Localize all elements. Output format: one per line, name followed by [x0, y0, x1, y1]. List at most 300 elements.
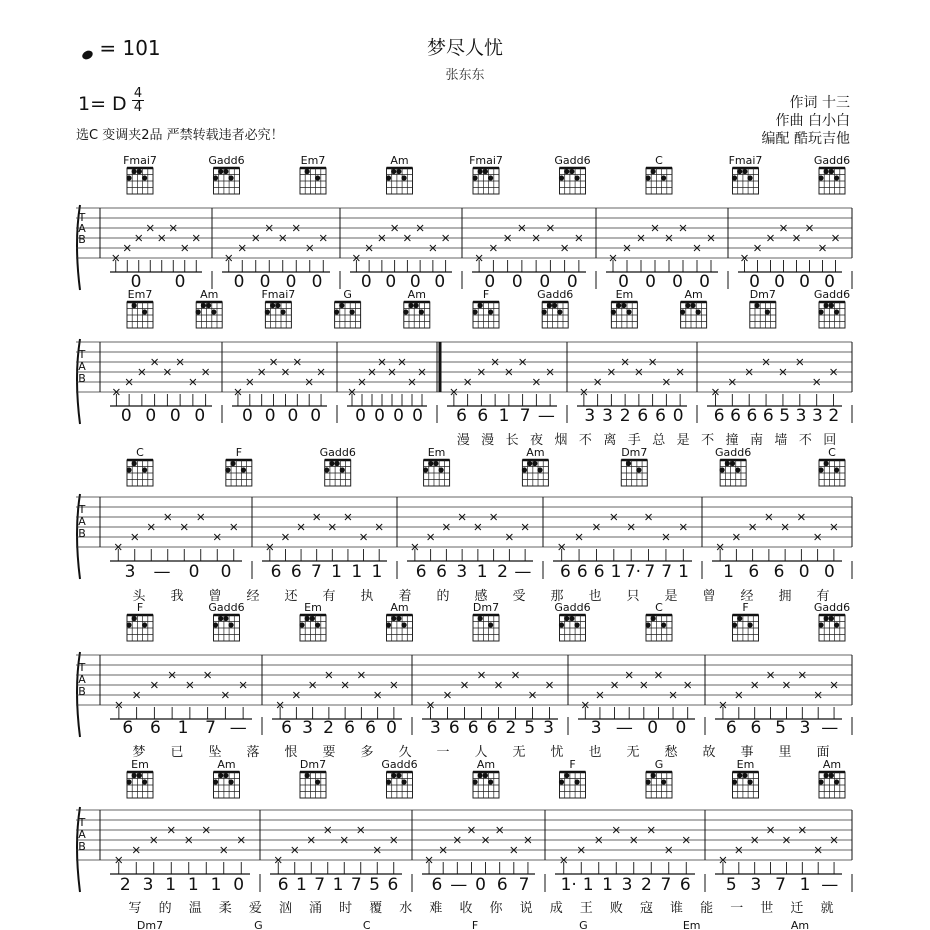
chord-dot: [402, 779, 407, 784]
chord-dot: [223, 773, 228, 778]
jianpu-note: 6: [560, 562, 571, 582]
jianpu-note: 0: [233, 875, 245, 895]
chord-diagram: [645, 168, 672, 194]
jianpu-note: 3: [430, 718, 441, 738]
chord-dot: [439, 467, 444, 472]
lyric-syllable: 你: [489, 901, 503, 916]
jianpu-note: 0: [798, 562, 810, 582]
chord-dot: [824, 773, 829, 778]
jianpu-note: 0: [130, 272, 142, 292]
jianpu-note: 3: [590, 718, 602, 738]
chord-diagram: [386, 168, 413, 194]
chord-diagram: [818, 460, 845, 486]
chord-dot: [824, 303, 829, 308]
lyric-syllable: 也: [588, 745, 602, 760]
chord-dot: [559, 175, 564, 180]
jianpu-note: 6: [496, 875, 508, 895]
lyric-syllable: 落: [246, 745, 260, 760]
jianpu-note: 1: [723, 562, 735, 582]
chord-dot: [403, 309, 408, 314]
chord-dot: [488, 622, 493, 627]
lyric-syllable: 曾: [208, 589, 222, 604]
chord-dot: [280, 309, 285, 314]
jianpu-note: 0: [412, 406, 423, 426]
chord-diagram: [559, 615, 586, 641]
lyric-syllable: 谁: [670, 901, 684, 916]
jianpu-note: 0: [675, 718, 687, 738]
chord-dot: [661, 175, 666, 180]
chord-dot: [433, 461, 438, 466]
lyric-syllable: 经: [740, 589, 754, 604]
chord-dot: [213, 175, 218, 180]
jianpu-note: 2: [828, 406, 840, 426]
next-chord-name: G: [254, 919, 263, 930]
lyric-syllable: 人: [474, 745, 488, 760]
chord-dot: [396, 773, 401, 778]
chord-dot: [315, 175, 320, 180]
lyric-syllable: 的: [158, 901, 172, 916]
chord-dot: [824, 461, 829, 466]
jianpu-note: 1: [165, 875, 177, 895]
chord-name: Am: [822, 758, 842, 771]
chord-diagram: [472, 302, 499, 328]
tab-clef-t: T: [78, 348, 86, 361]
chord-dot: [661, 622, 666, 627]
chord-name: Em7: [127, 288, 153, 301]
jianpu-note: 6: [713, 406, 725, 426]
jianpu-note: 6: [387, 875, 399, 895]
chord-name: C: [136, 446, 144, 459]
chord-dot: [315, 779, 320, 784]
jianpu-note: 1: [476, 562, 488, 582]
jianpu-note: 0: [194, 406, 206, 426]
jianpu-note: 1: [678, 562, 689, 582]
chord-name: Gadd6: [208, 601, 245, 614]
chord-dot: [339, 303, 344, 308]
chord-name: Gadd6: [537, 288, 574, 301]
chord-name: Fmai7: [123, 154, 157, 167]
chord-dot: [223, 616, 228, 621]
chord-diagram: [818, 302, 845, 328]
lyric-syllable: 里: [778, 745, 792, 760]
jianpu-note: 6: [281, 718, 292, 738]
lyric-syllable: 那: [550, 589, 564, 604]
lyric-syllable: 王: [579, 901, 593, 916]
lyric-syllable: 已: [170, 745, 184, 760]
tempo-value: = 101: [99, 36, 161, 60]
lyric-syllable: 的: [436, 589, 450, 604]
chord-dot: [132, 303, 137, 308]
jianpu-note: 6: [748, 562, 760, 582]
jianpu-note: 0: [310, 406, 322, 426]
chord-name: F: [569, 758, 576, 771]
chord-dot: [132, 169, 137, 174]
jianpu-note: 2: [641, 875, 652, 895]
chord-dot: [386, 175, 391, 180]
chord-dot: [126, 779, 131, 784]
chord-dot: [334, 309, 339, 314]
chord-name: Gadd6: [715, 446, 752, 459]
chord-diagram: [559, 168, 586, 194]
chord-dot: [732, 175, 737, 180]
jianpu-note: 0: [672, 406, 684, 426]
chord-dot: [230, 461, 235, 466]
chord-name: Am: [390, 154, 409, 167]
chord-dot: [324, 467, 329, 472]
lyric-syllable: 无: [512, 745, 526, 760]
lyric-syllable: 久: [398, 745, 412, 760]
lyric-syllable: 还: [284, 589, 298, 604]
jianpu-note: 1: [498, 406, 510, 426]
chord-dot: [478, 616, 483, 621]
lyric-syllable: 败: [609, 901, 623, 916]
chord-diagram: [472, 772, 499, 798]
lyric-syllable: 是: [664, 589, 678, 604]
tab-clef-a: A: [78, 222, 86, 235]
chord-name: Am: [684, 288, 703, 301]
capo-note: 选C 变调夹2品 严禁转载违者必究！: [76, 128, 284, 143]
lyric-syllable: 执: [360, 589, 374, 604]
jianpu-note: 0: [188, 562, 200, 582]
tab-clef-b: B: [78, 233, 86, 246]
chord-diagram: [611, 302, 638, 328]
chord-dot: [557, 309, 562, 314]
chord-diagram: [522, 460, 549, 486]
chord-dot: [527, 461, 532, 466]
next-chord-name: G: [579, 919, 588, 930]
jianpu-note: 3: [302, 718, 313, 738]
chord-name: C: [655, 154, 663, 167]
jianpu-note: 3: [795, 406, 807, 426]
chord-dot: [213, 779, 218, 784]
chord-dot: [218, 616, 223, 621]
chord-dot: [391, 773, 396, 778]
chord-dot: [818, 175, 823, 180]
lyric-syllable: 曾: [702, 589, 716, 604]
chord-name: Am: [476, 758, 496, 771]
jianpu-note: 6: [270, 562, 282, 582]
lyric-syllable: 水: [399, 901, 413, 916]
jianpu-note: 7: [350, 875, 362, 895]
lyric-syllable: 受: [512, 589, 526, 604]
next-chord-name: Dm7: [136, 919, 164, 930]
chord-dot: [754, 303, 759, 308]
chord-diagram: [621, 460, 647, 486]
chord-diagram: [732, 615, 759, 641]
chord-name: Am: [217, 758, 236, 771]
lyric-syllable: 成: [549, 901, 563, 916]
jianpu-note: 0: [393, 406, 404, 426]
jianpu-note: 6: [448, 718, 460, 738]
arranger-credit: 编配 酷玩吉他: [761, 131, 850, 147]
composer-credit: 作曲 白小白: [775, 113, 850, 129]
chord-dot: [651, 616, 656, 621]
chord-diagram: [300, 772, 326, 798]
lyric-syllable: 说: [519, 901, 533, 916]
chord-dot: [824, 169, 829, 174]
chord-dot: [575, 622, 580, 627]
jianpu-note: 0: [618, 272, 629, 292]
chord-name: Fmai7: [469, 154, 503, 167]
chord-diagram: [423, 460, 450, 486]
lyric-syllable: 感: [474, 589, 488, 604]
jianpu-note: 2: [497, 562, 508, 582]
lyric-syllable: 拥: [778, 589, 792, 604]
chord-dot: [229, 175, 234, 180]
jianpu-note: 0: [566, 272, 578, 292]
chord-diagram: [324, 460, 351, 486]
chord-dot: [305, 616, 310, 621]
lyric-syllable: 回: [823, 433, 837, 448]
chord-dot: [537, 467, 542, 472]
chord-name: Am: [526, 446, 545, 459]
jianpu-note: 0: [799, 272, 810, 292]
tab-clef-b: B: [78, 372, 86, 385]
jianpu-note: 6: [637, 406, 649, 426]
chord-dot: [725, 461, 730, 466]
jianpu-note: 0: [484, 272, 496, 292]
chord-name: G: [654, 758, 664, 771]
chord-diagram: [334, 302, 361, 328]
lyric-syllable: 时: [339, 901, 353, 916]
jianpu-note: 7: [314, 875, 326, 895]
chord-dot: [611, 309, 616, 314]
lyric-syllable: 撞: [725, 433, 739, 448]
next-chord-name: C: [362, 919, 371, 930]
chord-dot: [564, 169, 569, 174]
chord-diagram: [126, 460, 153, 486]
lyric-syllable: 是: [676, 433, 690, 448]
chord-dot: [829, 616, 834, 621]
lyric-syllable: 我: [170, 589, 184, 604]
jianpu-note: 0: [749, 272, 760, 292]
chord-dot: [423, 467, 428, 472]
jianpu-note: —: [821, 718, 839, 738]
jianpu-note: 2: [323, 718, 334, 738]
chord-name: F: [136, 601, 144, 614]
chord-dot: [616, 303, 621, 308]
jianpu-note: 5: [524, 718, 536, 738]
jianpu-note: —: [153, 562, 171, 582]
jianpu-note: 0: [120, 406, 132, 426]
jianpu-note: 2: [505, 718, 517, 738]
chord-dot: [472, 309, 477, 314]
chord-diagram: [126, 615, 153, 641]
chord-dot: [414, 303, 419, 308]
jianpu-note: 0: [511, 272, 523, 292]
jianpu-note: 0: [647, 718, 659, 738]
jianpu-note: 3: [602, 406, 613, 426]
jianpu-note: 6: [750, 718, 762, 738]
chord-dot: [299, 622, 304, 627]
chord-dot: [229, 779, 234, 784]
lyric-syllable: 面: [816, 745, 830, 760]
chord-dot: [564, 616, 569, 621]
chord-dot: [552, 303, 557, 308]
chord-name: C: [655, 601, 663, 614]
chord-dot: [310, 616, 315, 621]
tab-clef-t: T: [78, 211, 86, 224]
jianpu-note: 5: [775, 718, 786, 738]
chord-diagram: [126, 772, 153, 798]
jianpu-note: 0: [264, 406, 276, 426]
jianpu-note: 0: [823, 562, 835, 582]
jianpu-note: 6: [277, 875, 289, 895]
chord-dot: [765, 309, 770, 314]
song-title: 梦尽人忧: [426, 37, 503, 59]
chord-dot: [315, 622, 320, 627]
chord-diagram: [386, 615, 413, 641]
chord-dot: [737, 169, 742, 174]
lyric-syllable: 墙: [774, 433, 788, 448]
chord-diagram: [542, 302, 569, 328]
chord-dot: [132, 773, 137, 778]
chord-dot: [132, 461, 137, 466]
chord-dot: [270, 303, 275, 308]
chord-dot: [386, 622, 391, 627]
chord-dot: [391, 169, 396, 174]
chord-dot: [834, 175, 839, 180]
chord-dot: [735, 467, 740, 472]
jianpu-note: 6: [344, 718, 355, 738]
chord-name: F: [482, 288, 490, 301]
jianpu-note: 6: [730, 406, 741, 426]
jianpu-note: 1: [187, 875, 199, 895]
jianpu-note: 0: [233, 272, 245, 292]
jianpu-note: 0: [360, 272, 372, 292]
chord-diagram: [300, 168, 326, 194]
chord-dot: [472, 175, 477, 180]
chord-dot: [732, 779, 737, 784]
chord-dot: [680, 309, 685, 314]
chord-dot: [645, 175, 650, 180]
chord-dot: [742, 773, 747, 778]
next-chord-name: Em: [682, 919, 701, 930]
chord-name: Gadd6: [208, 154, 245, 167]
jianpu-note: 7: [644, 562, 656, 582]
jianpu-note: 6: [746, 406, 758, 426]
tab-clef-a: A: [78, 828, 86, 841]
next-chord-name: F: [471, 919, 479, 930]
chord-dot: [229, 622, 234, 627]
lyric-syllable: 只: [626, 589, 640, 604]
chord-dot: [340, 467, 345, 472]
chord-dot: [532, 461, 537, 466]
chord-dot: [575, 779, 580, 784]
jianpu-note: 7: [775, 875, 786, 895]
chord-diagram: [265, 302, 292, 328]
chord-dot: [737, 616, 742, 621]
jianpu-note: 5: [779, 406, 791, 426]
jianpu-note: 6: [593, 562, 605, 582]
chord-diagram: [213, 772, 240, 798]
chord-dot: [818, 309, 823, 314]
lyric-syllable: 有: [816, 589, 830, 604]
lyric-syllable: 能: [700, 901, 714, 916]
chord-dot: [834, 467, 839, 472]
chord-dot: [569, 616, 574, 621]
chord-dot: [201, 303, 206, 308]
chord-dot: [483, 169, 488, 174]
chord-dot: [408, 303, 413, 308]
chord-name: Fmai7: [728, 154, 763, 167]
jianpu-note: 6: [365, 718, 376, 738]
chord-dot: [419, 309, 424, 314]
chord-dot: [137, 169, 142, 174]
jianpu-note: 0: [824, 272, 835, 292]
chord-name: Dm7: [749, 288, 776, 301]
chord-dot: [651, 773, 656, 778]
chord-diagram: [750, 302, 776, 328]
chord-dot: [742, 169, 747, 174]
jianpu-note: 7: [660, 875, 672, 895]
jianpu-note: 1: [296, 875, 307, 895]
chord-dot: [732, 622, 737, 627]
chord-name: Em: [131, 758, 149, 771]
jianpu-note: 3: [543, 718, 554, 738]
jianpu-note: 3: [750, 875, 762, 895]
chord-dot: [488, 309, 493, 314]
jianpu-note: —: [537, 406, 555, 426]
lyric-syllable: 就: [820, 901, 834, 916]
jianpu-note: 6: [122, 718, 134, 738]
chord-diagram: [386, 772, 413, 798]
lyric-syllable: 涌: [309, 901, 323, 916]
chord-dot: [478, 303, 483, 308]
chord-name: Gadd6: [813, 154, 851, 167]
jianpu-note: 3: [142, 875, 154, 895]
chord-name: Fmai7: [261, 288, 296, 301]
jianpu-note: 6: [431, 875, 443, 895]
chord-dot: [126, 175, 131, 180]
chord-dot: [483, 773, 488, 778]
jianpu-note: 0: [285, 272, 297, 292]
lyric-syllable: 不: [578, 433, 592, 448]
chord-dot: [559, 622, 564, 627]
chord-dot: [748, 622, 753, 627]
jianpu-note: 0: [409, 272, 421, 292]
chord-diagram: [818, 615, 845, 641]
chord-dot: [211, 309, 216, 314]
tab-clef-t: T: [78, 503, 86, 516]
tab-clef-b: B: [78, 685, 86, 698]
chord-dot: [834, 622, 839, 627]
chord-dot: [730, 461, 735, 466]
chord-diagram: [213, 168, 240, 194]
lyric-syllable: 温: [188, 901, 202, 916]
lyric-syllable: 长: [505, 433, 519, 448]
chord-diagram: [225, 460, 252, 486]
jianpu-note: 7: [205, 718, 217, 738]
chord-diagram: [645, 772, 672, 798]
jianpu-note: —: [450, 875, 468, 895]
chord-dot: [626, 461, 631, 466]
lyric-syllable: 寇: [639, 901, 653, 916]
chord-dot: [391, 616, 396, 621]
chord-name: F: [235, 446, 243, 459]
lyric-syllable: 恨: [284, 745, 298, 760]
jianpu-note: —: [615, 718, 633, 738]
jianpu-note: 0: [287, 406, 299, 426]
chord-dot: [396, 169, 401, 174]
tab-clef-a: A: [78, 515, 86, 528]
chord-dot: [818, 779, 823, 784]
jianpu-note: 0: [169, 406, 181, 426]
lyric-syllable: 着: [398, 589, 412, 604]
chord-dot: [329, 461, 334, 466]
lyric-syllable: 一: [436, 745, 450, 760]
lyric-syllable: 爱: [248, 901, 262, 916]
